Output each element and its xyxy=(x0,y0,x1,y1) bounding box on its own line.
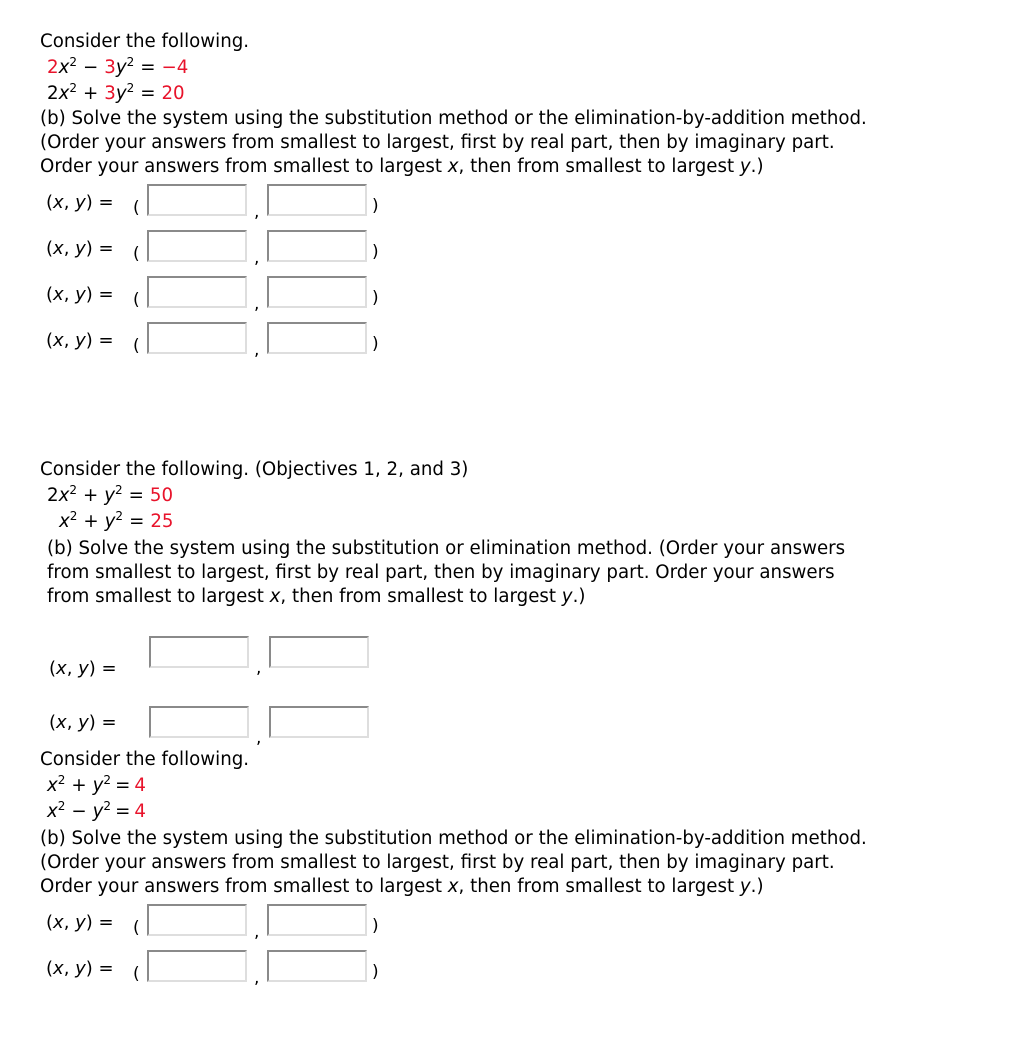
problem-2-intro: Consider the following. (Objectives 1, 2, and 3) xyxy=(40,459,469,480)
comma: , xyxy=(254,202,260,222)
answer-row xyxy=(0,322,400,360)
comma: , xyxy=(254,968,260,988)
x-input[interactable] xyxy=(147,904,247,936)
problem-1-intro: Consider the following. xyxy=(40,31,250,52)
problem-3-equation-1: $x^2 + y^2 = 4$ xyxy=(47,773,146,796)
x-input[interactable] xyxy=(149,706,249,738)
problem-3-instruction-2: (Order your answers from smallest to largest, first by real part, then by imaginary part. xyxy=(40,852,835,873)
rhs-value: 4 xyxy=(134,775,146,796)
comma: , xyxy=(256,728,262,748)
answer-row xyxy=(0,706,400,748)
x-input[interactable] xyxy=(147,230,247,262)
problem-2-instruction-3: from smallest to largest x, then from smallest to largest y.) xyxy=(47,586,586,607)
comma: , xyxy=(254,294,260,314)
answer-row xyxy=(0,636,400,679)
open-paren: ( xyxy=(133,336,140,356)
comma: , xyxy=(254,340,260,360)
answer-label: (x, y) = xyxy=(46,912,114,933)
y-input[interactable] xyxy=(267,950,367,982)
y-input[interactable] xyxy=(269,636,369,668)
y-input[interactable] xyxy=(267,276,367,308)
problem-2-instruction-1: (b) Solve the system using the substitution or elimination method. (Order your answers xyxy=(47,538,846,559)
problem-1-instruction-2: (Order your answers from smallest to largest, first by real part, then by imaginary part. xyxy=(40,132,835,153)
x-input[interactable] xyxy=(149,636,249,668)
rhs-value: 4 xyxy=(134,801,146,822)
y-input[interactable] xyxy=(269,706,369,738)
y-input[interactable] xyxy=(267,904,367,936)
y-input[interactable] xyxy=(267,230,367,262)
answer-label: (x, y) = xyxy=(46,192,114,213)
problem-2-equation-1: $2x^2 + y^2 = 50$ xyxy=(47,483,174,506)
answer-label: (x, y) = xyxy=(46,284,114,305)
answer-label: (x, y) = xyxy=(46,238,114,259)
close-paren: ) xyxy=(372,334,379,354)
answer-row xyxy=(0,904,400,942)
problem-3-instruction-1: (b) Solve the system using the substitution method or the elimination-by-addition method. xyxy=(40,828,867,849)
answer-row xyxy=(0,184,400,222)
close-paren: ) xyxy=(372,196,379,216)
problem-1-equation-2: $2x^2 + 3y^2 = 20$ xyxy=(47,81,185,104)
problem-1-equation-1: $2x^2 - 3y^2 = -4$ xyxy=(47,55,189,78)
rhs-value: 20 xyxy=(161,83,185,104)
problem-3-instruction-3: Order your answers from smallest to largest x, then from smallest to largest y.) xyxy=(40,876,764,897)
open-paren: ( xyxy=(133,244,140,264)
problem-2-instruction-2: from smallest to largest, first by real part, then by imaginary part. Order your answers xyxy=(47,562,835,583)
open-paren: ( xyxy=(133,198,140,218)
answer-label: (x, y) = xyxy=(46,330,114,351)
answer-row xyxy=(0,276,400,314)
comma: , xyxy=(256,658,262,678)
close-paren: ) xyxy=(372,916,379,936)
rhs-value: 50 xyxy=(149,485,174,506)
comma: , xyxy=(254,922,260,942)
rhs-value: 25 xyxy=(150,511,174,532)
open-paren: ( xyxy=(133,964,140,984)
x-input[interactable] xyxy=(147,950,247,982)
open-paren: ( xyxy=(133,918,140,938)
problem-3-equation-2: $x^2 - y^2 = 4$ xyxy=(47,799,146,822)
x-input[interactable] xyxy=(147,184,247,216)
problem-1-instruction-1: (b) Solve the system using the substitution method or the elimination-by-addition method. xyxy=(40,108,867,129)
problem-2-equation-2: $x^2 + y^2 = 25$ xyxy=(59,509,174,532)
close-paren: ) xyxy=(372,288,379,308)
answer-row xyxy=(0,950,400,988)
y-input[interactable] xyxy=(267,322,367,354)
problem-1-instruction-3: Order your answers from smallest to largest x, then from smallest to largest y.) xyxy=(40,156,764,177)
x-input[interactable] xyxy=(147,276,247,308)
comma: , xyxy=(254,248,260,268)
close-paren: ) xyxy=(372,962,379,982)
answer-label: (x, y) = xyxy=(46,958,114,979)
answer-label: (x, y) = xyxy=(49,658,117,679)
close-paren: ) xyxy=(372,242,379,262)
x-input[interactable] xyxy=(147,322,247,354)
answer-label: (x, y) = xyxy=(49,712,117,733)
problem-3-intro: Consider the following. xyxy=(40,749,250,770)
y-input[interactable] xyxy=(267,184,367,216)
open-paren: ( xyxy=(133,290,140,310)
answer-row xyxy=(0,230,400,268)
rhs-value: −4 xyxy=(161,57,189,78)
